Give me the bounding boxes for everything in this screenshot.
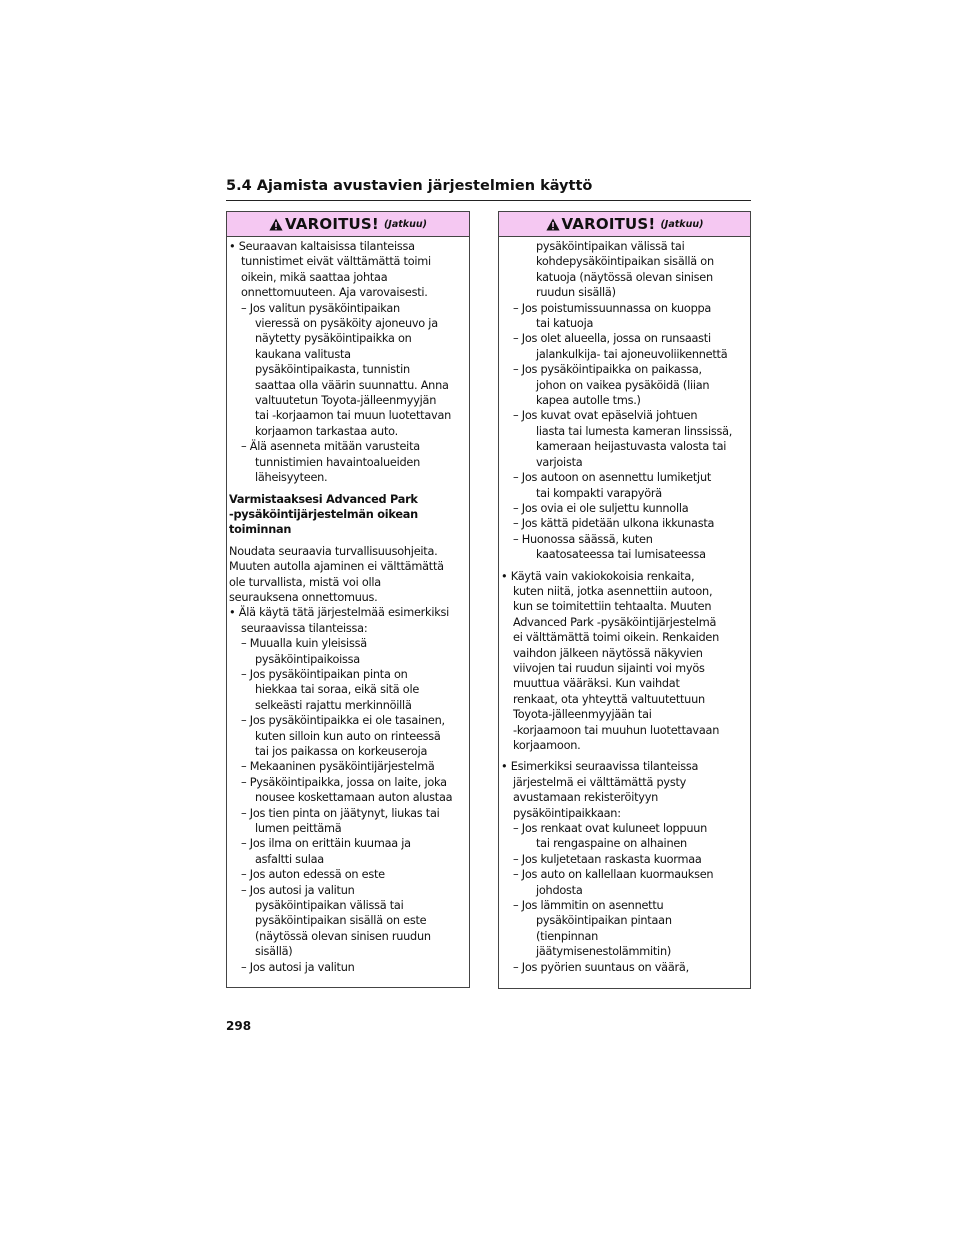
page-number: 298 [226,1019,252,1033]
continued-label: (Jatkuu) [660,218,704,230]
text-line: ei välttämättä toimi oikein. Renkaiden [513,631,719,645]
text-line: kaukana valitusta [255,347,351,361]
text-line: Advanced Park -pysäköintijärjestelmä [513,615,717,629]
subheading: toiminnan [229,523,292,537]
text-line: -korjaamoon tai muuhun luotettavaan [513,723,720,737]
text-line: – Jos autosi ja valitun [241,883,355,897]
section-title: 5.4 Ajamista avustavien järjestelmien käyttö [226,178,593,194]
text-line: pysäköintipaikoissa [255,652,360,666]
text-line: tunnistimien havaintoalueiden [255,455,421,469]
text-line: pysäköintipaikan pintaan [536,914,672,928]
text-line: nousee koskettamaan auton alustaa [255,791,453,805]
text-line: pysäköintipaikan välissä tai [255,899,404,913]
text-line: • Seuraavan kaltaisissa tilanteissa [229,240,415,253]
text-line: korjaamoon. [513,739,581,752]
warning-title: VAROITUS! [285,215,379,233]
text-line: ruudun sisällä) [536,286,616,300]
text-line: – Jos ovia ei ole suljettu kunnolla [513,501,689,515]
text-line: näytetty pysäköintipaikka on [255,332,412,346]
text-line: varjoista [536,455,583,469]
text-line: tai jos paikassa on korkeuseroja [255,745,428,758]
text-line: • Käytä vain vakiokokoisia renkaita, [501,569,695,583]
text-line: – Jos autoon on asennettu lumiketjut [513,471,712,485]
text-line: johon on vaikea pysäköidä (liian [536,378,710,392]
text-line: jalankulkija- tai ajoneuvoliikennettä [536,347,728,361]
text-line: – Jos tien pinta on jäätynyt, liukas tai [241,806,440,820]
text-line: asfaltti sulaa [255,852,324,866]
text-line: pysäköintipaikan välissä tai [536,240,685,253]
text-line: liasta tai lumesta kameran linssissä, [536,424,733,438]
text-line: kuten silloin kun auto on rinteessä [255,729,441,743]
text-line: selkeästi rajattu merkinnöillä [255,698,412,712]
warning-header [227,212,469,237]
text-line: läheisyyteen. [255,471,328,485]
text-line: kuten niitä, jotka asennettiin autoon, [513,584,713,598]
warning-body [499,237,750,975]
text-line: – Mekaaninen pysäköintijärjestelmä [241,760,435,774]
section-rule [226,200,751,201]
warning-box-left [226,211,470,988]
text-line: – Jos kättä pidetään ulkona ikkunasta [513,517,715,531]
subheading: Varmistaaksesi Advanced Park [229,492,418,506]
text-line: oikein, mikä saattaa johtaa [241,270,388,284]
text-line: seuraavissa tilanteissa: [241,621,368,635]
warning-triangle-icon [546,218,560,231]
text-line: tai katuoja [536,317,594,331]
text-line: pysäköintipaikan sisällä on este [255,914,427,928]
subheading: -pysäköintijärjestelmän oikean [229,507,418,521]
text-line: – Jos pysäköintipaikan pinta on [241,667,408,681]
text-line: (näytössä olevan sinisen ruudun [255,929,431,943]
text-line: kapea autolle tms.) [536,394,641,408]
text-line: • Älä käytä tätä järjestelmää esimerkiksi [229,606,450,620]
warning-triangle-icon [269,218,283,231]
text-line: – Muualla kuin yleisissä [241,637,367,651]
warning-header [499,212,750,237]
text-line: kaatosateessa tai lumisateessa [536,548,706,562]
text-line: ole turvallista, mistä voi olla [229,575,381,589]
text-line: katuoja (näytössä olevan sinisen [536,270,713,284]
continued-label: (Jatkuu) [383,218,427,230]
warning-body [227,237,469,975]
text-line: – Pysäköintipaikka, jossa on laite, joka [241,775,447,789]
text-line: – Jos olet alueella, jossa on runsaasti [513,332,711,346]
text-line: saattaa olla väärin suunnattu. Anna [255,378,449,392]
text-line: – Jos auton edessä on este [241,868,385,882]
text-line: – Huonossa säässä, kuten [513,532,653,546]
text-line: pysäköintipaikkaan: [513,806,621,820]
warning-title: VAROITUS! [561,215,656,233]
text-line: lumen peittämä [255,822,342,836]
text-line: Muuten autolla ajaminen ei välttämättä [229,560,444,574]
warning-box-right [498,211,751,989]
text-line: johdosta [536,883,583,897]
text-line: – Jos lämmitin on asennettu [513,899,664,913]
text-line: kun se toimitettiin tehtaalta. Muuten [513,600,712,614]
text-line: viivojen tai ruudun sijainti voi myös [513,661,705,675]
text-line: – Jos ilma on erittäin kuumaa ja [241,837,411,851]
text-line: Toyota-jälleenmyyjään tai [513,708,652,722]
text-line: vieressä on pysäköity ajoneuvo ja [255,317,438,331]
text-line: • Esimerkiksi seuraavissa tilanteissa [501,760,699,774]
text-line: – Jos pysäköintipaikka ei ole tasainen, [241,714,445,728]
text-line: onnettomuuteen. Aja varovaisesti. [241,286,428,300]
text-line: – Jos pyörien suuntaus on väärä, [513,960,689,974]
text-line: korjaamon tarkastaa auto. [255,424,398,438]
text-line: – Jos valitun pysäköintipaikan [241,301,400,315]
text-line: pysäköintipaikasta, tunnistin [255,363,410,377]
text-line: (tienpinnan [536,929,599,943]
text-line: hiekkaa tai soraa, eikä sitä ole [255,683,420,697]
text-line: Noudata seuraavia turvallisuusohjeita. [229,544,438,558]
text-line: – Jos auto on kallellaan kuormauksen [513,868,714,882]
text-line: avustamaan rekisteröityyn [513,791,659,805]
text-line: tai kompakti varapyörä [536,486,662,500]
text-line: renkaat, ota yhteyttä valtuutettuun [513,692,705,706]
text-line: – Jos kuljetetaan raskasta kuormaa [513,852,702,866]
text-line: valtuutetun Toyota-jälleenmyyjän [255,394,437,408]
text-line: – Jos autosi ja valitun [241,960,355,974]
text-line: kameraan heijastuvasta valosta tai [536,440,727,454]
text-line: tunnistimet eivät välttämättä toimi [241,255,431,269]
text-line: sisällä) [255,945,293,959]
text-line: kohdepysäköintipaikan sisällä on [536,255,714,269]
text-line: – Jos poistumissuunnassa on kuoppa [513,301,712,315]
text-line: seurauksena onnettomuus. [229,590,378,604]
text-line: tai rengaspaine on alhainen [536,837,687,851]
text-line: vaihdon jälkeen näytössä näkyvien [513,646,703,660]
text-line: – Jos pysäköintipaikka on paikassa, [513,363,702,377]
text-line: jäätymisenestolämmitin) [536,945,672,959]
text-line: muuttua vääräksi. Kun vaihdat [513,677,680,691]
text-line: järjestelmä ei välttämättä pysty [513,775,687,789]
text-line: – Jos kuvat ovat epäselviä johtuen [513,409,698,423]
text-line: – Älä asenneta mitään varusteita [241,440,420,454]
text-line: – Jos renkaat ovat kuluneet loppuun [513,822,708,836]
text-line: tai -korjaamon tai muun luotettavan [255,409,452,423]
